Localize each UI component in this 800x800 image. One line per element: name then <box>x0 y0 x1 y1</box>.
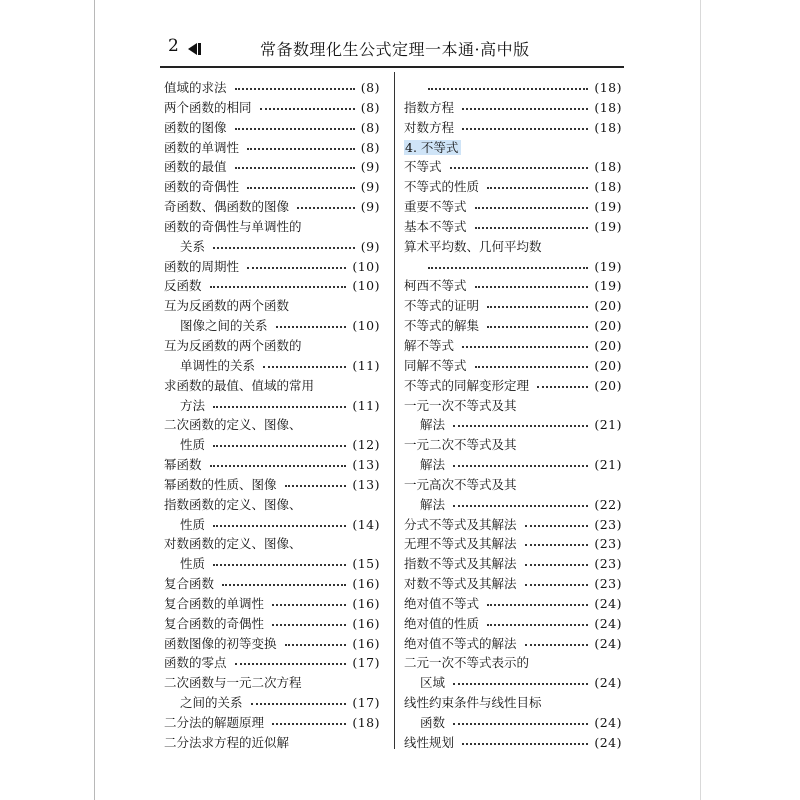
dot-leader <box>235 128 355 130</box>
toc-entry <box>164 554 380 574</box>
toc-entry-title: 线性约束条件与线性目标 <box>404 695 542 711</box>
toc-entry-title: 复合函数 <box>164 576 215 592</box>
toc-entry <box>404 475 622 495</box>
dot-leader <box>487 624 588 626</box>
toc-entry <box>164 376 380 396</box>
toc-entry-title: 区域 <box>420 675 446 691</box>
dot-leader <box>487 326 588 328</box>
toc-entry <box>404 495 622 515</box>
toc-entry-page: (20) <box>594 318 622 334</box>
toc-entry-page: (23) <box>594 536 622 552</box>
toc-entry-title: 不等式的性质 <box>404 179 480 195</box>
toc-entry-title: 复合函数的单调性 <box>164 595 265 611</box>
toc-entry-title: 指数函数的定义、图像、 <box>164 496 302 512</box>
toc-entry-title: 不等式的证明 <box>404 298 480 314</box>
dot-leader <box>525 564 588 566</box>
toc-entry-page: (19) <box>594 218 622 234</box>
toc-entry-title: 分式不等式及其解法 <box>404 516 517 532</box>
toc-entry-title: 两个函数的相同 <box>164 99 252 115</box>
toc-entry <box>404 415 622 435</box>
toc-entry-page: (19) <box>594 278 622 294</box>
toc-entry <box>164 455 380 475</box>
toc-entry-title: 函数的奇偶性与单调性的 <box>164 218 302 234</box>
dot-leader <box>475 286 588 288</box>
toc-entry <box>404 376 622 396</box>
toc-entry <box>404 713 622 733</box>
toc-entry-title: 一元高次不等式及其 <box>404 476 517 492</box>
toc-entry <box>164 574 380 594</box>
toc-entry-title: 绝对值的性质 <box>404 615 480 631</box>
toc-entry <box>404 356 622 376</box>
toc-entry <box>164 237 380 257</box>
toc-entry <box>164 614 380 634</box>
toc-entry-title: 奇函数、偶函数的图像 <box>164 199 290 215</box>
toc-entry-title: 柯西不等式 <box>404 278 467 294</box>
dot-leader <box>260 108 355 110</box>
toc-entry <box>404 316 622 336</box>
dot-leader <box>475 366 588 368</box>
toc-entry <box>404 276 622 296</box>
dot-leader <box>285 644 346 646</box>
toc-entry <box>164 634 380 654</box>
page-edge <box>700 0 701 800</box>
toc-entry-page: (24) <box>594 715 622 730</box>
toc-entry-title: 方法 <box>180 397 206 413</box>
toc-entry-title: 二次函数的定义、图像、 <box>164 417 302 433</box>
toc-entry-page: (8) <box>360 119 380 135</box>
toc-entry <box>404 157 622 177</box>
toc-entry-title: 二分法的解题原理 <box>164 715 265 730</box>
dot-leader <box>272 723 346 725</box>
dot-leader <box>210 465 346 467</box>
toc-entry <box>164 653 380 673</box>
dot-leader <box>272 624 346 626</box>
toc-entry-title: 算术平均数、几何平均数 <box>404 238 542 254</box>
dot-leader <box>453 683 588 685</box>
dot-leader <box>297 207 355 209</box>
toc-entry-title: 反函数 <box>164 278 202 294</box>
dot-leader <box>525 644 588 646</box>
toc-entry <box>164 534 380 554</box>
section-heading <box>404 138 622 158</box>
toc-entry-title: 函数的周期性 <box>164 258 240 274</box>
header-rule <box>160 66 624 68</box>
toc-entry <box>404 515 622 535</box>
toc-entry <box>164 356 380 376</box>
toc-entry-page: (23) <box>594 556 622 572</box>
toc-entry <box>404 177 622 197</box>
toc-entry-title: 互为反函数的两个函数的 <box>164 337 302 353</box>
toc-entry <box>164 396 380 416</box>
toc-entry-title: 复合函数的奇偶性 <box>164 615 265 631</box>
toc-entry <box>164 78 380 98</box>
book-spine-shadow <box>94 0 95 800</box>
toc-entry-title: 值域的求法 <box>164 80 227 95</box>
toc-entry <box>164 336 380 356</box>
toc-entry-page: (14) <box>352 516 380 532</box>
toc-entry-page: (18) <box>594 99 622 115</box>
toc-entry-page: (24) <box>594 615 622 631</box>
dot-leader <box>450 167 588 169</box>
toc-entry-page: (10) <box>352 318 380 334</box>
toc-entry-title: 指数方程 <box>404 99 455 115</box>
toc-entry-page: (18) <box>594 119 622 135</box>
toc-entry <box>164 435 380 455</box>
toc-entry <box>164 515 380 535</box>
toc-entry-title: 关系 <box>180 238 206 254</box>
toc-entry-title: 之间的关系 <box>180 695 243 711</box>
dot-leader <box>247 267 346 269</box>
dot-leader <box>453 465 588 467</box>
toc-entry-title: 函数的零点 <box>164 655 227 671</box>
toc-entry-title: 互为反函数的两个函数 <box>164 298 290 314</box>
toc-entry-page: (16) <box>352 635 380 651</box>
toc-entry-title: 对数方程 <box>404 119 455 135</box>
toc-entry-title: 函数的奇偶性 <box>164 179 240 195</box>
toc-entry-page: (17) <box>352 655 380 671</box>
toc-entry-title: 幂函数 <box>164 457 202 473</box>
toc-entry-title: 函数 <box>420 715 446 730</box>
toc-entry-page: (21) <box>594 417 622 433</box>
column-divider <box>394 72 395 749</box>
toc-left-column <box>164 78 380 753</box>
toc-entry-title: 不等式 <box>404 159 442 175</box>
toc-entry-page: (8) <box>360 99 380 115</box>
toc-entry <box>164 475 380 495</box>
toc-entry <box>164 415 380 435</box>
dot-leader <box>251 703 346 705</box>
dot-leader <box>462 128 588 130</box>
toc-entry-page: (17) <box>352 695 380 711</box>
toc-entry-page: (9) <box>360 179 380 195</box>
toc-entry-page: (23) <box>594 516 622 532</box>
toc-entry <box>164 197 380 217</box>
toc-entry-page: (24) <box>594 635 622 651</box>
dot-leader <box>525 525 588 527</box>
toc-entry-title: 性质 <box>180 516 206 532</box>
toc-entry-title: 二次函数与一元二次方程 <box>164 675 302 691</box>
dot-leader <box>462 108 588 110</box>
toc-entry-page: (16) <box>352 615 380 631</box>
toc-entry-title: 不等式的同解变形定理 <box>404 377 530 393</box>
toc-entry <box>404 237 622 257</box>
toc-entry <box>164 138 380 158</box>
dot-leader <box>487 306 588 308</box>
toc-entry-title: 函数的单调性 <box>164 139 240 155</box>
page-header <box>168 36 628 62</box>
dot-leader <box>213 525 346 527</box>
toc-entry <box>404 574 622 594</box>
toc-entry-page: (11) <box>352 357 380 373</box>
toc-entry-page: (20) <box>594 337 622 353</box>
toc-entry-page: (20) <box>594 298 622 314</box>
toc-entry-page: (11) <box>352 397 380 413</box>
toc-entry-page: (18) <box>594 159 622 175</box>
toc-entry-title: 解法 <box>420 457 446 473</box>
toc-entry-title: 指数不等式及其解法 <box>404 556 517 572</box>
toc-entry <box>164 177 380 197</box>
toc-entry-page: (24) <box>594 675 622 691</box>
toc-entry <box>164 693 380 713</box>
toc-entry <box>404 296 622 316</box>
toc-entry-title: 图像之间的关系 <box>180 318 268 334</box>
toc-entry-page: (13) <box>352 457 380 473</box>
dot-leader <box>462 346 588 348</box>
toc-entry-title: 重要不等式 <box>404 199 467 215</box>
toc-entry-page: (12) <box>352 437 380 453</box>
toc-entry-title: 无理不等式及其解法 <box>404 536 517 552</box>
toc-entry <box>164 673 380 693</box>
dot-leader <box>213 247 355 249</box>
dot-leader <box>235 167 355 169</box>
dot-leader <box>462 743 588 745</box>
toc-entry <box>164 594 380 614</box>
toc-entry <box>164 217 380 237</box>
dot-leader <box>475 227 588 229</box>
toc-entry <box>164 118 380 138</box>
dot-leader <box>453 425 588 427</box>
toc-entry <box>404 653 622 673</box>
toc-entry-title: 线性规划 <box>404 734 455 750</box>
toc-entry-page: (22) <box>594 496 622 512</box>
toc-entry-title: 对数函数的定义、图像、 <box>164 536 302 552</box>
toc-entry-page: (19) <box>594 258 622 274</box>
toc-entry <box>404 396 622 416</box>
toc-entry-title: 不等式的解集 <box>404 318 480 334</box>
toc-entry-title: 解法 <box>420 496 446 512</box>
dot-leader <box>222 584 346 586</box>
toc-entry-title: 幂函数的性质、图像 <box>164 476 277 492</box>
toc-entry-page: (9) <box>360 199 380 215</box>
dot-leader <box>247 187 355 189</box>
toc-entry <box>164 713 380 733</box>
toc-entry-title: 求函数的最值、值域的常用 <box>164 377 315 393</box>
toc-right-column <box>404 78 622 753</box>
toc-entry-page: (21) <box>594 457 622 473</box>
toc-entry-page: (24) <box>594 734 622 750</box>
dot-leader <box>276 326 346 328</box>
toc-entry <box>404 435 622 455</box>
toc-entry-page: (23) <box>594 576 622 592</box>
toc-entry-page: (18) <box>352 715 380 730</box>
toc-entry-title: 解法 <box>420 417 446 433</box>
dot-leader <box>272 604 346 606</box>
dot-leader <box>285 485 346 487</box>
toc-entry-title: 二分法求方程的近似解 <box>164 734 290 750</box>
toc-entry <box>404 534 622 554</box>
dot-leader <box>235 663 346 665</box>
dot-leader <box>247 148 355 150</box>
toc-entry-page: (10) <box>352 278 380 294</box>
toc-entry-page: (24) <box>594 595 622 611</box>
toc-entry-title: 函数图像的初等变换 <box>164 635 277 651</box>
dot-leader <box>487 187 588 189</box>
toc-entry <box>164 316 380 336</box>
toc-entry-page: (19) <box>594 199 622 215</box>
dot-leader <box>453 723 588 725</box>
toc-entry-title: 基本不等式 <box>404 218 467 234</box>
toc-entry-page: (8) <box>360 139 380 155</box>
toc-entry-page: (15) <box>352 556 380 572</box>
toc-entry <box>164 157 380 177</box>
toc-entry <box>404 217 622 237</box>
toc-entry-title: 性质 <box>180 437 206 453</box>
toc-entry-title: 绝对值不等式的解法 <box>404 635 517 651</box>
toc-entry-title: 绝对值不等式 <box>404 595 480 611</box>
dot-leader <box>453 505 588 507</box>
dot-leader <box>428 88 588 90</box>
toc-entry <box>404 257 622 277</box>
dot-leader <box>213 445 346 447</box>
dot-leader <box>263 366 346 368</box>
toc-entry <box>404 693 622 713</box>
dot-leader <box>235 88 355 90</box>
toc-entry <box>404 614 622 634</box>
arrow-bar-icon <box>198 43 201 55</box>
toc-entry <box>404 673 622 693</box>
toc-entry-title: 一元一次不等式及其 <box>404 397 517 413</box>
dot-leader <box>213 406 346 408</box>
toc-entry-page: (20) <box>594 377 622 393</box>
toc-entry <box>164 495 380 515</box>
toc-entry-title: 对数不等式及其解法 <box>404 576 517 592</box>
toc-entry-page: (8) <box>360 80 380 95</box>
toc-entry-page: (16) <box>352 595 380 611</box>
dot-leader <box>537 386 588 388</box>
toc-entry <box>164 276 380 296</box>
toc-entry <box>404 733 622 753</box>
toc-entry-title: 一元二次不等式及其 <box>404 437 517 453</box>
toc-entry-title: 同解不等式 <box>404 357 467 373</box>
toc-entry-title: 函数的图像 <box>164 119 227 135</box>
toc-entry-page: (10) <box>352 258 380 274</box>
toc-entry-page: (16) <box>352 576 380 592</box>
toc-entry <box>404 336 622 356</box>
toc-entry <box>404 455 622 475</box>
dot-leader <box>525 544 588 546</box>
toc-entry-page: (9) <box>360 159 380 175</box>
toc-entry <box>404 197 622 217</box>
toc-entry <box>404 634 622 654</box>
toc-entry-page: (20) <box>594 357 622 373</box>
toc-entry-page: (18) <box>594 179 622 195</box>
left-arrow-icon <box>188 43 197 55</box>
dot-leader <box>210 286 346 288</box>
toc-entry <box>404 554 622 574</box>
dot-leader <box>213 564 346 566</box>
toc-entry <box>164 296 380 316</box>
toc-entry <box>164 733 380 753</box>
toc-entry <box>404 98 622 118</box>
toc-entry-page: (13) <box>352 476 380 492</box>
dot-leader <box>487 604 588 606</box>
toc-entry-title: 解不等式 <box>404 337 455 353</box>
book-title: 常备数理化生公式定理一本通·高中版 <box>260 40 530 59</box>
dot-leader <box>525 584 588 586</box>
dot-leader <box>475 207 588 209</box>
section-heading-label: 4. 不等式 <box>404 140 461 155</box>
toc-entry <box>404 118 622 138</box>
toc-entry-page: (9) <box>360 238 380 254</box>
toc-entry <box>404 594 622 614</box>
toc-entry-title: 函数的最值 <box>164 159 227 175</box>
toc-entry-title: 二元一次不等式表示的 <box>404 655 530 671</box>
toc-entry-title: 单调性的关系 <box>180 357 256 373</box>
toc-entry <box>164 98 380 118</box>
toc-entry-page: (18) <box>594 80 622 95</box>
page-number: 2 <box>168 36 179 56</box>
toc-entry-title: 性质 <box>180 556 206 572</box>
toc-entry <box>404 78 622 98</box>
dot-leader <box>428 267 588 269</box>
toc-entry <box>164 257 380 277</box>
